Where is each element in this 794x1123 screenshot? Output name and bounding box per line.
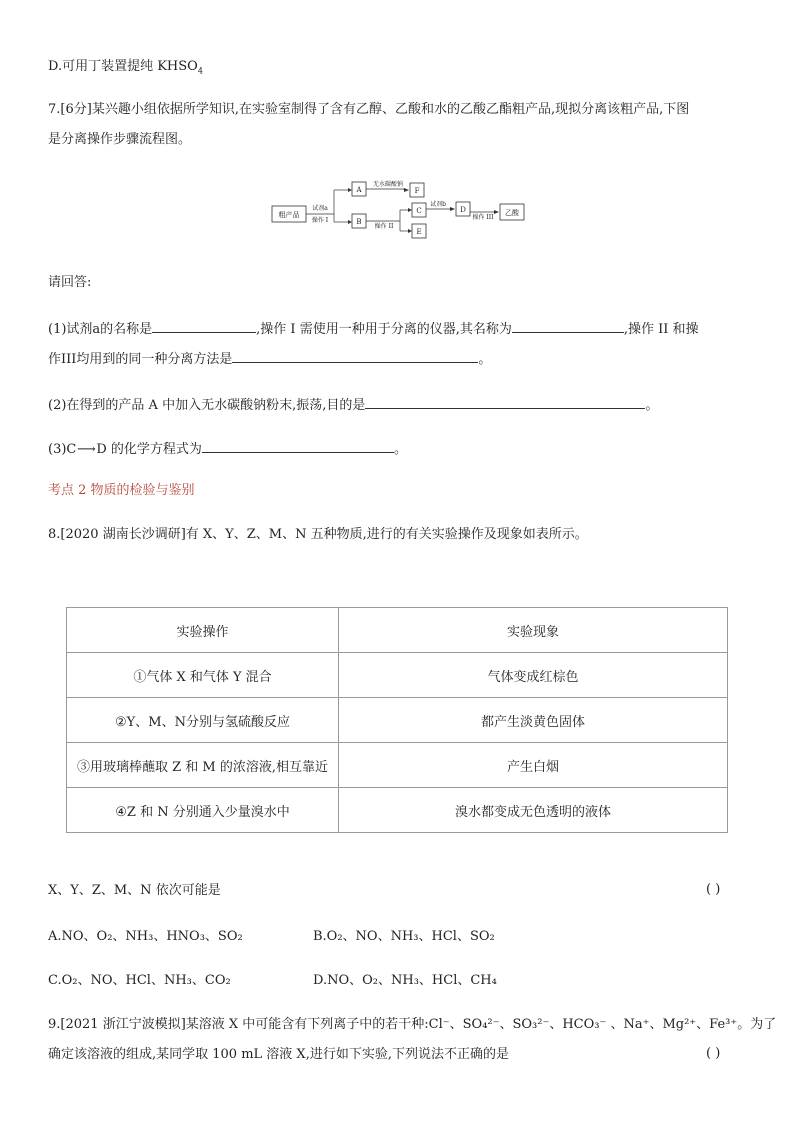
q7-line2: 是分离操作步骤流程图。 — [48, 132, 192, 147]
q7-p1-text-a: (1)试剂a的名称是 — [48, 322, 153, 337]
table-header-row — [67, 608, 728, 653]
label-B: B — [356, 218, 362, 226]
label-reagent-a: 试剂a — [312, 205, 328, 212]
table-cell: 产生白烟 — [339, 743, 728, 788]
answer-blank-equation[interactable] — [202, 438, 394, 453]
table-cell: ②Y、M、N分别与氢硫酸反应 — [67, 698, 339, 743]
label-op1: 操作 I — [311, 217, 329, 224]
label-D: D — [460, 206, 466, 214]
q7-part1-line1 — [48, 318, 699, 339]
q8-option-c[interactable]: C.O₂、NO、HCl、NH₃、CO₂ — [48, 973, 231, 988]
label-E: E — [416, 228, 422, 236]
label-crude-product: 粗产品 — [278, 211, 300, 219]
label-reagent-b: 试剂b — [430, 201, 446, 208]
q9-answer-paren[interactable]: ( ) — [706, 1046, 721, 1061]
q7-p1-end: 。 — [478, 352, 492, 367]
q7-p3-text-b: D 的化学方程式为 — [96, 442, 202, 457]
q7-p1-text-d: 作III均用到的同一种分离方法是 — [48, 352, 233, 367]
table-row — [67, 788, 728, 833]
q7-p1-text-b: ,操作 I 需使用一种用于分离的仪器,其名称为 — [256, 322, 512, 337]
table-cell: ①气体 X 和气体 Y 混合 — [67, 653, 339, 698]
answer-blank-purpose[interactable] — [365, 394, 645, 409]
q9-line2: 确定该溶液的组成,某同学取 100 mL 溶液 X,进行如下实验,下列说法不正确的是 — [48, 1047, 509, 1062]
table-cell: 气体变成红棕色 — [339, 653, 728, 698]
table-cell: ④Z 和 N 分别通入少量溴水中 — [67, 788, 339, 833]
label-op2: 操作 II — [374, 223, 394, 230]
label-acetic-acid: 乙酸 — [505, 209, 519, 217]
answer-blank-method[interactable] — [232, 348, 478, 363]
q8-option-b[interactable]: B.O₂、NO、NH₃、HCl、SO₂ — [313, 929, 495, 944]
q8-intro: 8.[2020 湖南长沙调研]有 X、Y、Z、M、N 五种物质,进行的有关实验操作及现象如表所示。 — [48, 527, 588, 542]
q9-line1: 9.[2021 浙江宁波模拟]某溶液 X 中可能含有下列离子中的若干种:Cl⁻、SO₄²⁻、SO₃²⁻、HCO₃⁻ 、Na⁺、Mg²⁺、Fe³⁺。为了 — [48, 1017, 777, 1032]
label-op3: 操作 III — [472, 214, 494, 221]
q7-p3-text-a: (3)C — [48, 442, 77, 457]
table-cell: 溴水都变成无色透明的液体 — [339, 788, 728, 833]
separation-flowchart — [270, 176, 530, 240]
q7-p1-text-c: ,操作 II 和操 — [623, 322, 699, 337]
prev-option-d-sub: 4 — [197, 66, 203, 76]
prev-option-d-text: D.可用丁装置提纯 KHSO — [48, 59, 198, 74]
table-header-phenomenon: 实验现象 — [339, 608, 728, 653]
table-header-operation: 实验操作 — [67, 608, 339, 653]
q8-option-d[interactable]: D.NO、O₂、NH₃、HCl、CH₄ — [313, 973, 497, 988]
table-cell: 都产生淡黄色固体 — [339, 698, 728, 743]
experiment-table — [66, 607, 728, 833]
q8-option-a[interactable]: A.NO、O₂、NH₃、HNO₃、SO₂ — [48, 929, 243, 944]
q7-part3 — [48, 438, 407, 459]
table-row — [67, 743, 728, 788]
answer-blank-instrument[interactable] — [512, 318, 624, 333]
q7-part2 — [48, 394, 658, 415]
answer-blank-reagent-a[interactable] — [152, 318, 256, 333]
q7-p3-end: 。 — [393, 442, 407, 457]
table-cell: ③用玻璃棒蘸取 Z 和 M 的浓溶液,相互靠近 — [67, 743, 339, 788]
q8-question: X、Y、Z、M、N 依次可能是 — [48, 883, 221, 898]
q7-p2-text: (2)在得到的产品 A 中加入无水碳酸钠粉末,振荡,目的是 — [48, 398, 366, 413]
table-row — [67, 698, 728, 743]
q7-p2-end: 。 — [645, 398, 659, 413]
q8-answer-paren[interactable]: ( ) — [706, 882, 721, 897]
q7-part1-line2 — [48, 348, 491, 369]
prev-option-d — [48, 58, 203, 81]
label-A: A — [356, 186, 362, 194]
answer-prompt: 请回答: — [48, 275, 92, 290]
table-row — [67, 653, 728, 698]
label-anhydrous-na2co3: 无水碳酸钠 — [372, 181, 404, 188]
q7-line1: 7.[6分]某兴趣小组依据所学知识,在实验室制得了含有乙醇、乙酸和水的乙酸乙酯粗产品,现拟分离该粗产品,下图 — [48, 102, 690, 117]
label-F: F — [414, 187, 420, 195]
section-title: 考点 2 物质的检验与鉴别 — [48, 483, 195, 498]
arrow-icon: ⟶ — [77, 442, 96, 457]
label-C: C — [416, 207, 422, 215]
